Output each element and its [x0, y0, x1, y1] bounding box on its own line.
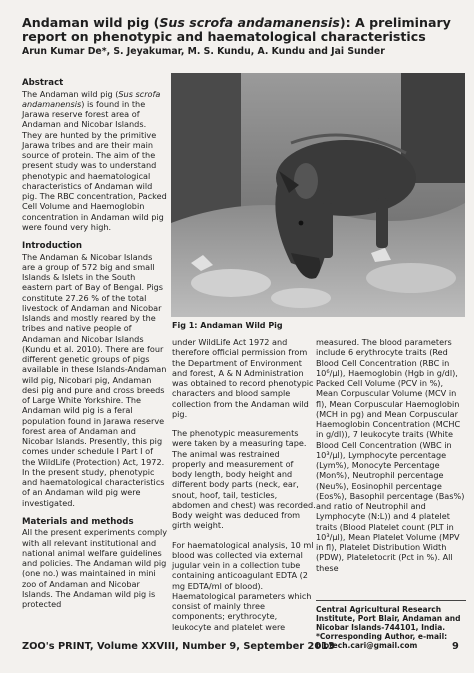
author-list: Arun Kumar De*, S. Jeyakumar, M. S. Kundu, A. Kundu and Jai Sunder — [22, 46, 385, 57]
title-text: Andaman wild pig ( — [22, 15, 160, 30]
journal-footer: ZOO's PRINT, Volume XXVIII, Number 9, September 2013 — [22, 641, 335, 652]
middle-column — [172, 337, 316, 632]
methods-text-continued: under WildLife Act 1972 and therefore official permission from the Department of Environment and forest, A & N Administration was obtained to record phenotypic characters and blood sample collection from the Andaman wild pig. — [172, 337, 314, 419]
wild-pig-photo — [171, 73, 465, 317]
title-text-rest: ): A preliminary report on phenotypic and haematological characteristics — [22, 15, 451, 44]
introduction-heading: Introduction — [22, 241, 83, 251]
abstract-text: The Andaman wild pig (Sus scrofa andamanensis) is found in the Jarawa reserve forest area of Andaman and Nicobar Islands. They are hunted by the primitive Jarawa tribes and are their main source of protein. The aim of the present study was to understand phenotypic and haematological characteristics of Andaman wild pig. The RBC concentration, Packed Cell Volume and Haemoglobin concentration in Andaman wild pig were found very high. — [22, 88, 167, 232]
right-column — [316, 337, 466, 573]
author-affiliation: Central Agricultural Research Institute, Port Blair, Andaman and Nicobar Islands-744101, India. *Corresponding Author, e-mail: biotech.cari@gmail.com — [316, 605, 461, 650]
page-number: 9 — [452, 641, 459, 652]
figure-caption: Fig 1: Andaman Wild Pig — [172, 321, 283, 330]
phenotypic-measurements-text: The phenotypic measurements were taken by a measuring tape. The animal was restrained properly and measurement of body length, body height and different body parts (neck, ear, snout, hoof, tail, testicles, abdomen and chest) was recorded. Body weight was deduced from girth weight. — [172, 428, 316, 531]
methods-heading: Materials and methods — [22, 516, 134, 527]
pig-photo-illustration — [171, 73, 465, 317]
abstract-heading: Abstract — [22, 78, 64, 88]
article-title — [22, 16, 462, 44]
blood-parameters-text: measured. The blood parameters include 6 erythrocyte traits (Red Blood Cell Concentration (RBC in 10⁶/µl), Haemoglobin (Hgb in g/dl), Packed Cell Volume (PCV in %), Mean Corpuscular Volume (MCV in fl), Mean Corpuscular Haemoglobin (MCH in pg) and Mean Corpuscular Haemoglobin Concentration (MCHC in g/dl)), 7 leukocyte traits (White Blood Cell Concentration (WBC in 10³/µl), Lymphocyte percentage (Lym%), Monocyte Percentage (Mon%), Neutrophil percentage (Neu%), Eosinophil percentage (Eos%), Basophil percentage (Bas%) and ratio of Neutrophil and Lymphocyte (N:L)) and 4 platelet traits (Blood Platelet count (PLT in 10³/µl), Mean Platelet Volume (MPV in fl), Platelet Distribution Width (PDW), Plateletocrit (Pct in %). All these — [316, 337, 465, 573]
introduction-text: The Andaman & Nicobar Islands are a group of 572 big and small Islands & Islets in the South eastern part of Bay of Bengal. Pigs constitute 27.26 % of the total livestock of Andaman and Nicobar Islands and mostly reared by the tribes and native people of Andaman and Nicobar Islands (Kundu et al. 2010). There are four different genetic groups of pigs available in these Islands-Andaman wild pig, Nicobari pig, Andaman desi pig and pure and cross breeds of Large White Yorkshire. The Andaman wild pig is a feral population found in Jarawa reserve forest area of Andaman and Nicobar Islands. Presently, this pig comes under schedule I Part I of the WildLife (Protection) Act, 1972. In the present study, phenotypic and haematological characteristics of an Andaman wild pig were investigated. — [22, 251, 167, 508]
affiliation-divider — [316, 600, 466, 601]
title-species-name: Sus scrofa andamanensis — [159, 15, 340, 30]
haematological-analysis-text: For haematological analysis, 10 ml blood was collected via external jugular vein in a collection tube containing anticoagulant EDTA (2 mg EDTA/ml of blood). Haematological parameters which consist of mainly three components; erythrocyte, leukocyte and platelet were — [172, 539, 314, 632]
methods-text: All the present experiments comply with all relevant institutional and national animal welfare guidelines and policies. The Andaman wild pig (one no.) was maintained in mini zoo of Andaman and Nicobar Islands. The Andaman wild pig is protected — [22, 527, 168, 609]
left-column — [22, 78, 168, 609]
